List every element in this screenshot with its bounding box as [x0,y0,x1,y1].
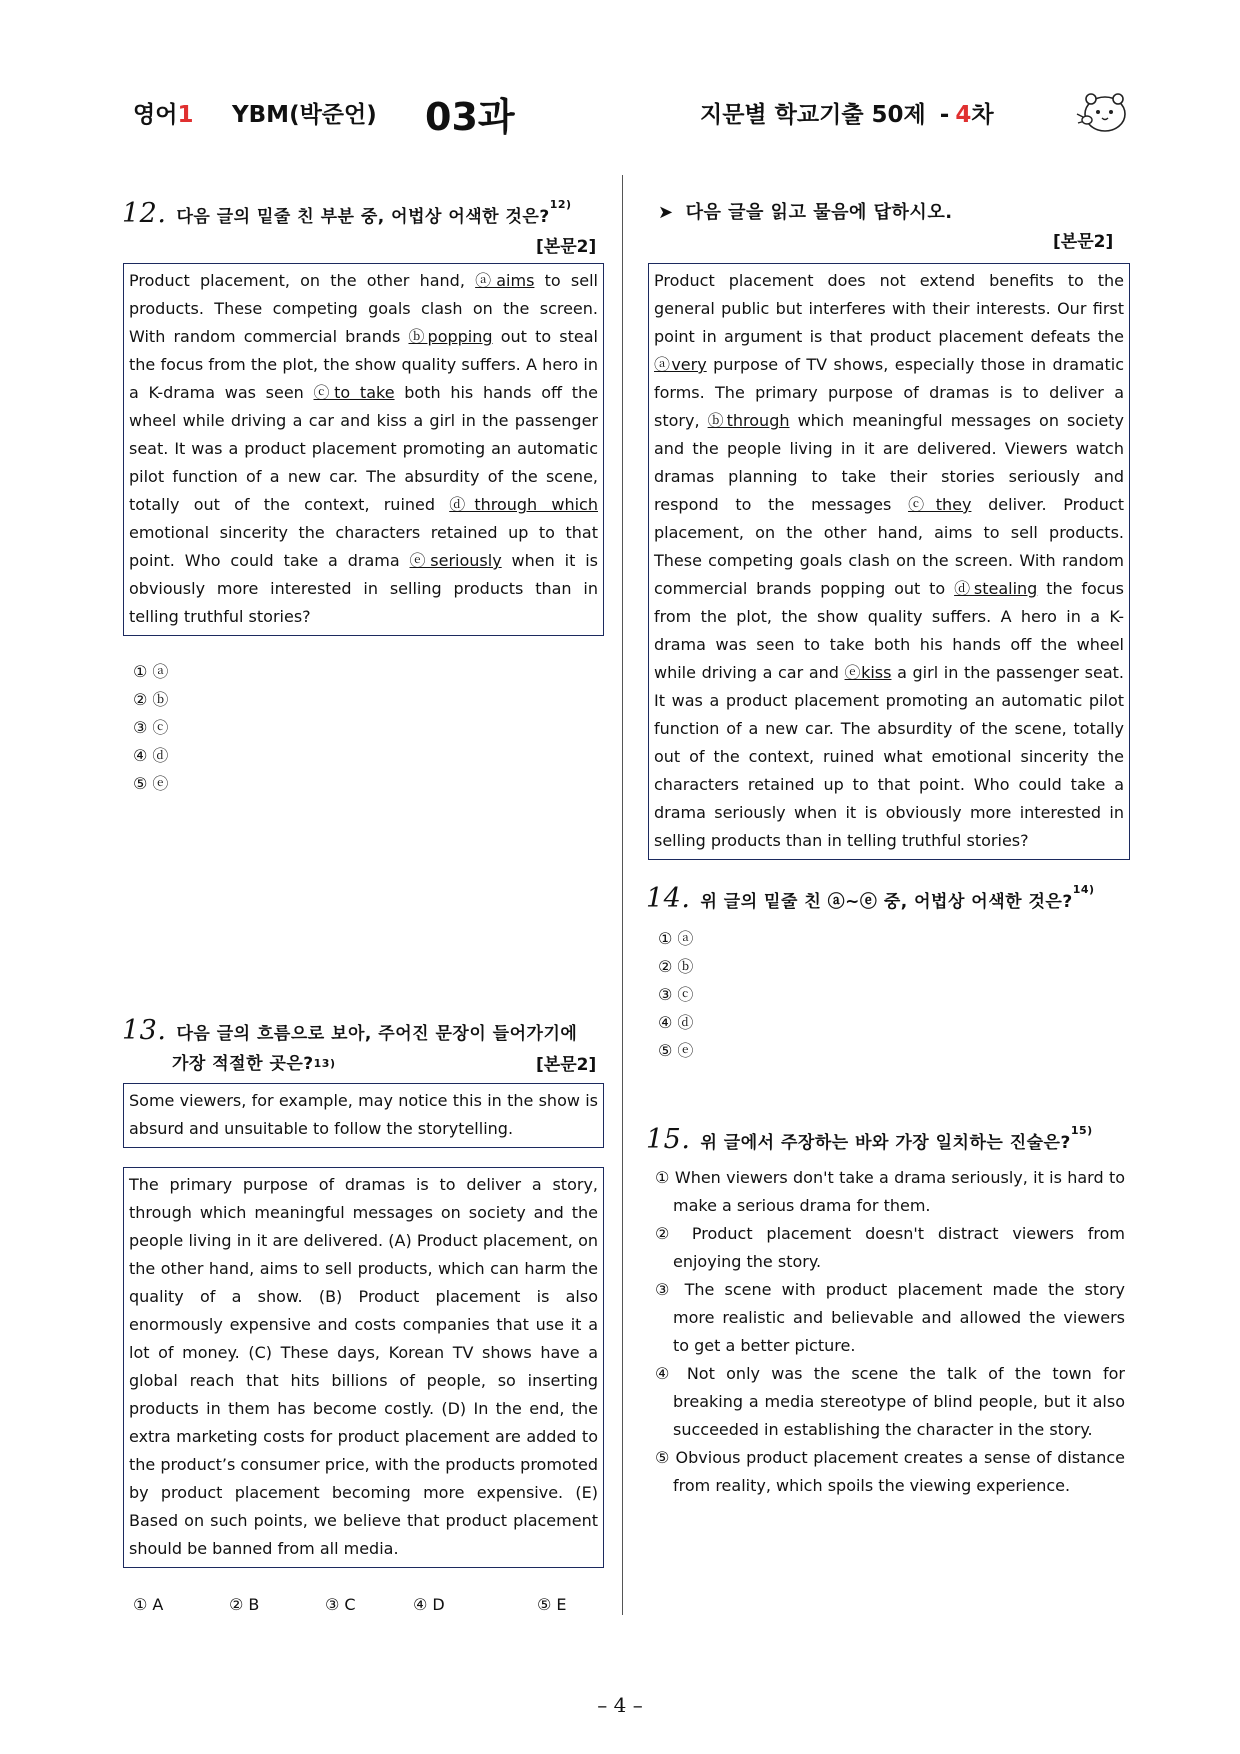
q14-option-1[interactable]: ① ⓐ [658,929,694,948]
q14-number: 14. [646,883,691,914]
arrow-icon: ➤ [658,202,674,223]
q12-footnote: 12) [549,198,572,211]
q12-option-5[interactable]: ⑤ ⓔ [133,774,169,793]
q12-tag: [본문2] [536,237,597,257]
main-passage-text: Product placement does not extend benefits to the general public but interferes with their interests. Our first point in argument is that product placement defeats the [654,271,1124,346]
q14-option-4[interactable]: ④ ⓓ [658,1013,694,1032]
q12-passage-text: to sell products. These competing goals clash on the screen. With random commercial brands [129,271,598,346]
q13-text-line2: 가장 적절한 곳은? [172,1054,314,1074]
main-passage-text: which meaningful messages on society and the people living in it are delivered. Viewers watch dramas planning to take their stories seriously and respond to the messages [654,411,1124,514]
q12-text: 다음 글의 밑줄 친 부분 중, 어법상 어색한 것은? [176,207,550,227]
lesson-title: 03과 [425,95,515,139]
main-passage-text: deliver. Product placement, on the other hand, aims to sell products. These competing goals clash on the screen. With random commercial brands popping out to [654,495,1124,598]
q13-tag: [본문2] [536,1055,597,1075]
q13-option-2[interactable]: ② B [229,1595,260,1614]
subject-number: 1 [177,102,194,128]
main-passage-underlined: ⓐvery [654,355,707,374]
q12-passage-text: both his hands off the wheel while driving a car and kiss a girl in the passenger seat. It was a product placement promoting an automatic pilot function of a new car. The absurdity of the scene, totally out of the context, ruined [129,383,598,514]
q15-heading [646,1124,1093,1155]
passage-intro-text: 다음 글을 읽고 물음에 답하시오. [685,202,953,223]
publisher: YBM(박준언) [232,102,377,128]
main-passage-underlined: ⓔkiss [844,663,892,682]
q12-passage-underlined: ⓒto take [313,383,395,402]
q15-option-3[interactable]: ③ The scene with product placement made the story more realistic and believable and allowed the viewers to get a better picture. [655,1280,1125,1355]
q12-option-1[interactable]: ① ⓐ [133,662,169,681]
round-number: 4 [955,102,972,128]
q12-passage-underlined: ⓑpopping [408,327,493,346]
q15-option-5[interactable]: ⑤ Obvious product placement creates a sense of distance from reality, which spoils the viewing experience. [655,1448,1125,1495]
q13-option-3[interactable]: ③ C [325,1595,356,1614]
q12-passage [123,263,604,636]
q13-option-4[interactable]: ④ D [413,1595,445,1614]
q12-passage-underlined: ⓐaims [475,271,535,290]
q13-footnote: 13) [313,1057,336,1070]
q14-option-3[interactable]: ③ ⓒ [658,985,694,1004]
q13-heading [122,1016,577,1079]
q12-passage-text: when it is obviously more interested in selling products than in telling truthful stories? [129,551,598,626]
series-dash: - [939,102,950,128]
main-passage-underlined: ⓒthey [908,495,972,514]
q12-heading [122,198,572,229]
column-divider [622,175,623,1615]
q12-passage-underlined: ⓓthrough which [449,495,598,514]
q14-text: 위 글의 밑줄 친 ⓐ~ⓔ 중, 어법상 어색한 것은? [700,892,1073,912]
mascot-icon [1075,88,1131,136]
q14-heading [646,883,1095,914]
main-passage-text: purpose of TV shows, especially those in dramatic forms. The primary purpose of dramas is to deliver a story, [654,355,1124,430]
q13-given-sentence: Some viewers, for example, may notice this in the show is absurd and unsuitable to follow the storytelling. [123,1083,604,1148]
page-number: – 4 – [597,1693,643,1717]
q14-option-5[interactable]: ⑤ ⓔ [658,1041,694,1060]
q14-option-2[interactable]: ② ⓑ [658,957,694,976]
q12-passage-text: emotional sincerity the characters retained up to that point. Who could take a drama [129,523,598,570]
q12-number: 12. [122,198,167,229]
q14-options [658,925,693,1065]
q13-option-1[interactable]: ① A [133,1595,164,1614]
q13-option-5[interactable]: ⑤ E [537,1595,567,1614]
q12-passage-text: Product placement, on the other hand, [129,271,476,290]
series-title-text: 지문별 학교기출 50제 [700,102,926,128]
main-passage-underlined: ⓑthrough [707,411,790,430]
passage2-tag: [본문2] [1053,232,1114,252]
q15-option-2[interactable]: ② Product placement doesn't distract viewers from enjoying the story. [655,1224,1125,1271]
q12-passage-underlined: ⓔseriously [409,551,502,570]
subject-text: 영어 [133,102,178,128]
q15-number: 15. [646,1124,691,1155]
q12-option-2[interactable]: ② ⓑ [133,690,169,709]
q15-option-1[interactable]: ① When viewers don't take a drama seriously, it is hard to make a serious drama for them. [655,1168,1125,1215]
q12-option-3[interactable]: ③ ⓒ [133,718,169,737]
main-passage-underlined: ⓓstealing [954,579,1038,598]
q15-options [655,1164,1125,1500]
q15-option-4[interactable]: ④ Not only was the scene the talk of the town for breaking a media stereotype of blind people, but it also succeeded in establishing the character in the story. [655,1364,1125,1439]
q12-option-4[interactable]: ④ ⓓ [133,746,169,765]
passage-intro [658,198,953,224]
subject-label [133,96,193,129]
q13-number: 13. [122,1015,167,1046]
q15-text: 위 글에서 주장하는 바와 가장 일치하는 진술은? [700,1133,1071,1153]
round-suffix: 차 [971,102,994,128]
q15-footnote: 15) [1070,1124,1093,1137]
main-passage-text: a girl in the passenger seat. It was a product placement promoting an automatic pilot function of a new car. The absurdity of the scene, totally out of the context, ruined what emotional sincerity the characters retained up to that point. Who could take a drama seriously when it is obviously more interested in selling products than in telling truthful stories? [654,663,1125,850]
main-passage-text: the focus from the plot, the show quality suffers. A hero in a K-drama was seen to take both his hands off the wheel while driving a car and [654,579,1125,682]
q12-passage-text: out to steal the focus from the plot, the show quality suffers. A hero in a K-drama was seen [129,327,598,402]
main-passage [648,263,1130,860]
q13-passage: The primary purpose of dramas is to deliver a story, through which meaningful messages on society and the people living in it are delivered. (A) Product placement, on the other hand, aims to sell products, which can harm the quality of a show. (B) Product placement is also enormously expensive and costs companies that use it a lot of money. (C) These days, Korean TV shows have a global reach that hits billions of people, so inserting products in them has become costly. (D) In the end, the extra marketing costs for product placement are added to the product’s consumer price, with the products promoted by product placement becoming more expensive. (E) Based on such points, we believe that product placement should be banned from all media. [123,1167,604,1568]
series-title [700,96,994,129]
q13-text-line1: 다음 글의 흐름으로 보아, 주어진 문장이 들어가기에 [176,1024,578,1044]
q14-footnote: 14) [1072,883,1095,896]
q12-options [133,658,168,798]
